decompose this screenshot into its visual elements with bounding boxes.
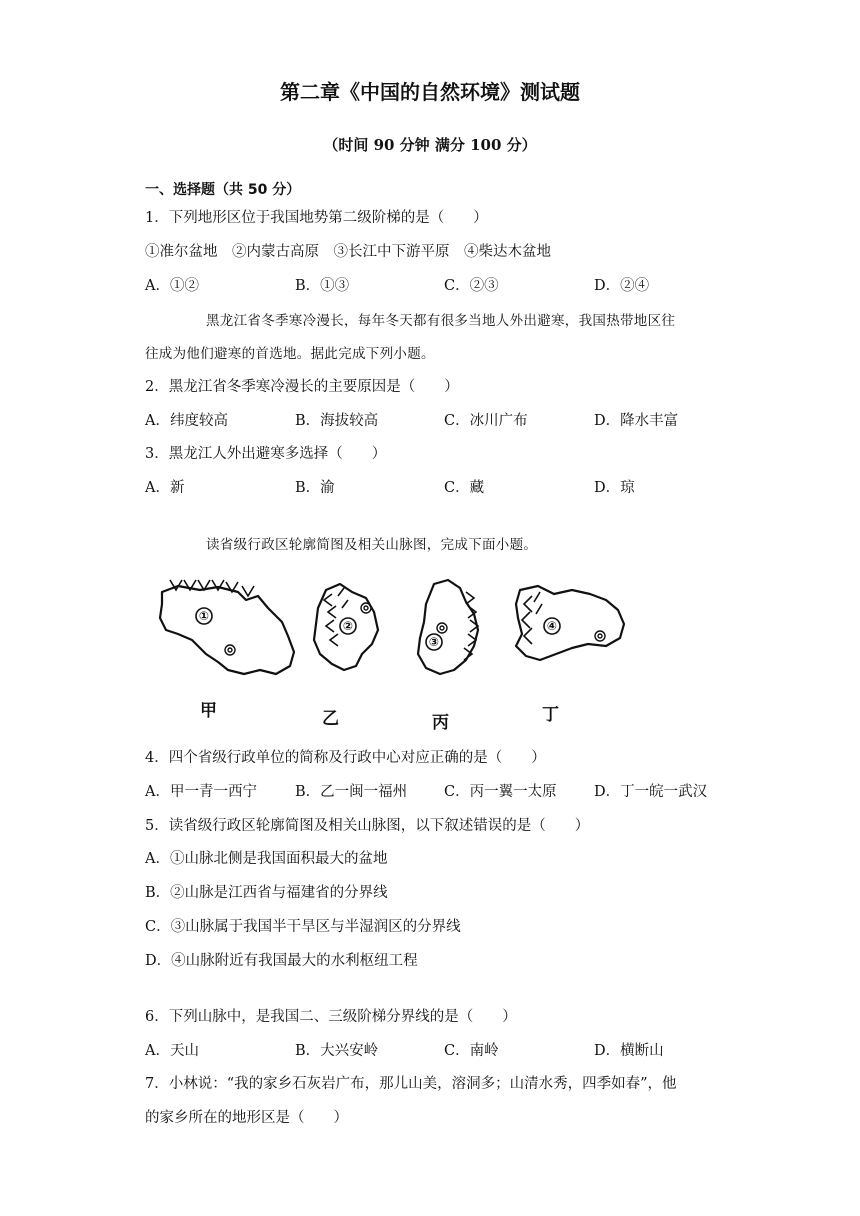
exam-info: （时间 90 分钟 满分 100 分）	[323, 136, 537, 154]
mountain-number-1: ①	[198, 609, 210, 623]
q6-option-a[interactable]: A．天山	[145, 1043, 199, 1059]
q5-option-d[interactable]: D．④山脉附近有我国最大的水利枢纽工程	[145, 953, 418, 969]
material-1-line-2: 往成为他们避寒的首选地。据此完成下列小题。	[145, 346, 435, 362]
question-1-stem: 1．下列地形区位于我国地势第二级阶梯的是（ ）	[145, 210, 488, 226]
q1-option-b[interactable]: B．①③	[295, 278, 350, 294]
province-ding-outline	[516, 586, 624, 660]
material-1-line-1: 黑龙江省冬季寒冷漫长，每年冬天都有很多当地人外出避寒，我国热带地区往	[206, 313, 676, 329]
q1-option-a[interactable]: A．①②	[145, 278, 199, 294]
q4-option-d[interactable]: D．丁一皖一武汉	[594, 784, 708, 800]
q1-option-c[interactable]: C．②③	[444, 278, 499, 294]
question-4-stem: 4．四个省级行政单位的简称及行政中心对应正确的是（ ）	[145, 750, 546, 766]
q6-option-d[interactable]: D．横断山	[594, 1043, 664, 1059]
question-2-stem: 2．黑龙江省冬季寒冷漫长的主要原因是（ ）	[145, 379, 459, 395]
q4-option-c[interactable]: C．丙一翼一太原	[444, 784, 557, 800]
map-label-jia: 甲	[200, 701, 217, 721]
question-7-line-2: 的家乡所在的地形区是（ ）	[145, 1110, 348, 1126]
q2-option-c[interactable]: C．冰川广布	[444, 413, 528, 429]
section-heading: 一、选择题（共 50 分）	[145, 182, 301, 198]
mountain-number-4: ④	[546, 619, 558, 633]
map-label-bing: 丙	[432, 713, 449, 733]
map-label-yi: 乙	[322, 709, 339, 729]
q3-option-b[interactable]: B．渝	[295, 480, 335, 496]
question-5-stem: 5．读省级行政区轮廓简图及相关山脉图，以下叙述错误的是（ ）	[145, 818, 590, 834]
province-outline-maps	[148, 574, 708, 734]
question-3-stem: 3．黑龙江人外出避寒多选择（ ）	[145, 446, 387, 462]
q4-option-b[interactable]: B．乙一闽一福州	[295, 784, 408, 800]
question-6-stem: 6．下列山脉中，是我国二、三级阶梯分界线的是（ ）	[145, 1009, 517, 1025]
page-title: 第二章《中国的自然环境》测试题	[280, 80, 580, 104]
q5-option-a[interactable]: A．①山脉北侧是我国面积最大的盆地	[145, 851, 388, 867]
q3-option-a[interactable]: A．新	[145, 480, 185, 496]
q3-option-c[interactable]: C．藏	[444, 480, 485, 496]
mountain-number-2: ②	[342, 619, 354, 633]
q6-option-c[interactable]: C．南岭	[444, 1043, 499, 1059]
material-2: 读省级行政区轮廓简图及相关山脉图，完成下面小题。	[206, 537, 538, 553]
map-label-ding: 丁	[542, 705, 559, 725]
mountain-number-3: ③	[428, 635, 440, 649]
province-jia-outline	[160, 586, 294, 674]
q1-option-d[interactable]: D．②④	[594, 278, 650, 294]
q5-option-c[interactable]: C．③山脉属于我国半干旱区与半湿润区的分界线	[145, 919, 461, 935]
q2-option-b[interactable]: B．海拔较高	[295, 413, 379, 429]
question-1-items: ①准尔盆地 ②内蒙古高原 ③长江中下游平原 ④柴达木盆地	[145, 244, 551, 260]
q4-option-a[interactable]: A．甲一青一西宁	[145, 784, 257, 800]
q5-option-b[interactable]: B．②山脉是江西省与福建省的分界线	[145, 885, 388, 901]
q6-option-b[interactable]: B．大兴安岭	[295, 1043, 379, 1059]
q2-option-a[interactable]: A．纬度较高	[145, 413, 228, 429]
province-maps-figure	[148, 574, 708, 734]
q3-option-d[interactable]: D．琼	[594, 480, 635, 496]
question-7-line-1: 7．小林说：“我的家乡石灰岩广布，那儿山美，溶洞多；山清水秀，四季如春”，他	[145, 1076, 677, 1092]
q2-option-d[interactable]: D．降水丰富	[594, 413, 679, 429]
